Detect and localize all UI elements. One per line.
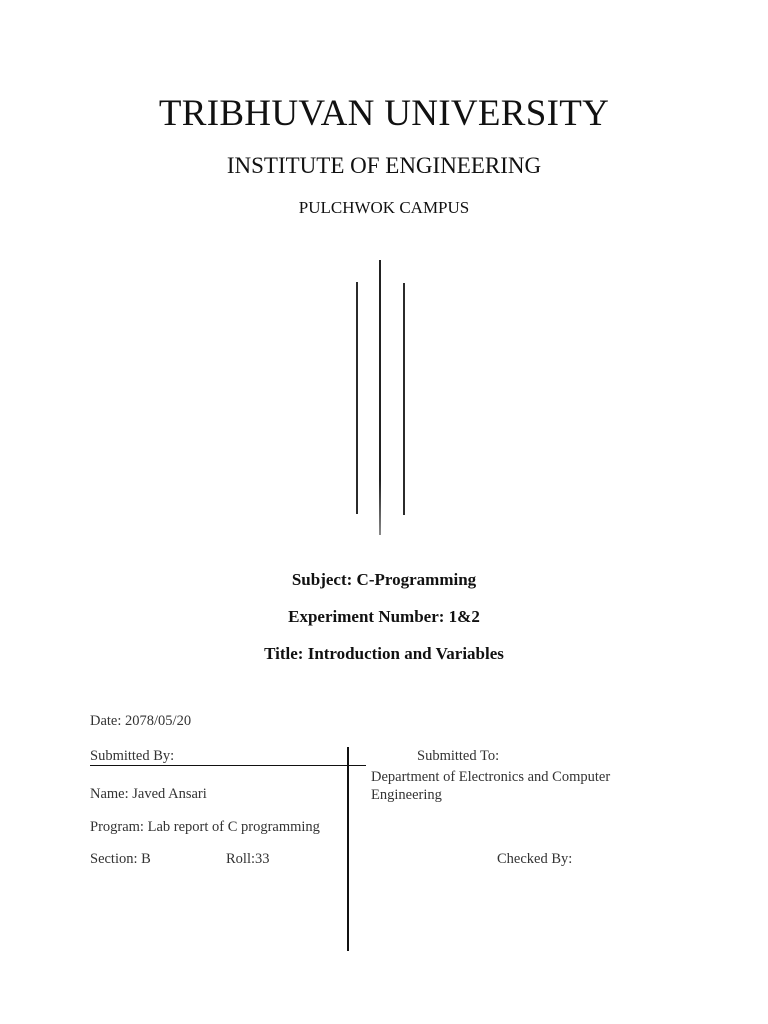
university-name: TRIBHUVAN UNIVERSITY [158, 93, 610, 134]
title-label: Title: [264, 644, 304, 663]
logo-line-center [379, 260, 381, 535]
checked-by: Checked By: [497, 851, 573, 867]
section: Section: B [90, 851, 151, 867]
experiment-number-value: 1&2 [448, 607, 480, 626]
title-value: Introduction and Variables [307, 644, 504, 663]
student-name: Name: Javed Ansari [90, 786, 207, 802]
institute-name: INSTITUTE OF ENGINEERING [226, 153, 542, 178]
submitted-by-underline [90, 765, 366, 766]
submitted-by-heading: Submitted By: [90, 748, 175, 764]
experiment-number-line [0, 607, 768, 627]
column-divider [347, 747, 349, 951]
subject-line [0, 570, 768, 590]
program: Program: Lab report of C programming [90, 819, 320, 835]
date: Date: 2078/05/20 [90, 713, 192, 729]
roll-number: Roll:33 [226, 851, 270, 867]
submitted-to-heading: Submitted To: [417, 748, 500, 764]
subject-label: Subject: [291, 570, 353, 589]
logo-line-right [403, 283, 405, 515]
department-name: Department of Electronics and Computer Engineering [371, 769, 611, 803]
logo-line-left [356, 282, 358, 514]
experiment-number-label: Experiment Number: [288, 607, 445, 626]
campus-name: PULCHWOK CAMPUS [298, 198, 470, 217]
subject-value: C-Programming [356, 570, 477, 589]
title-line [0, 644, 768, 664]
